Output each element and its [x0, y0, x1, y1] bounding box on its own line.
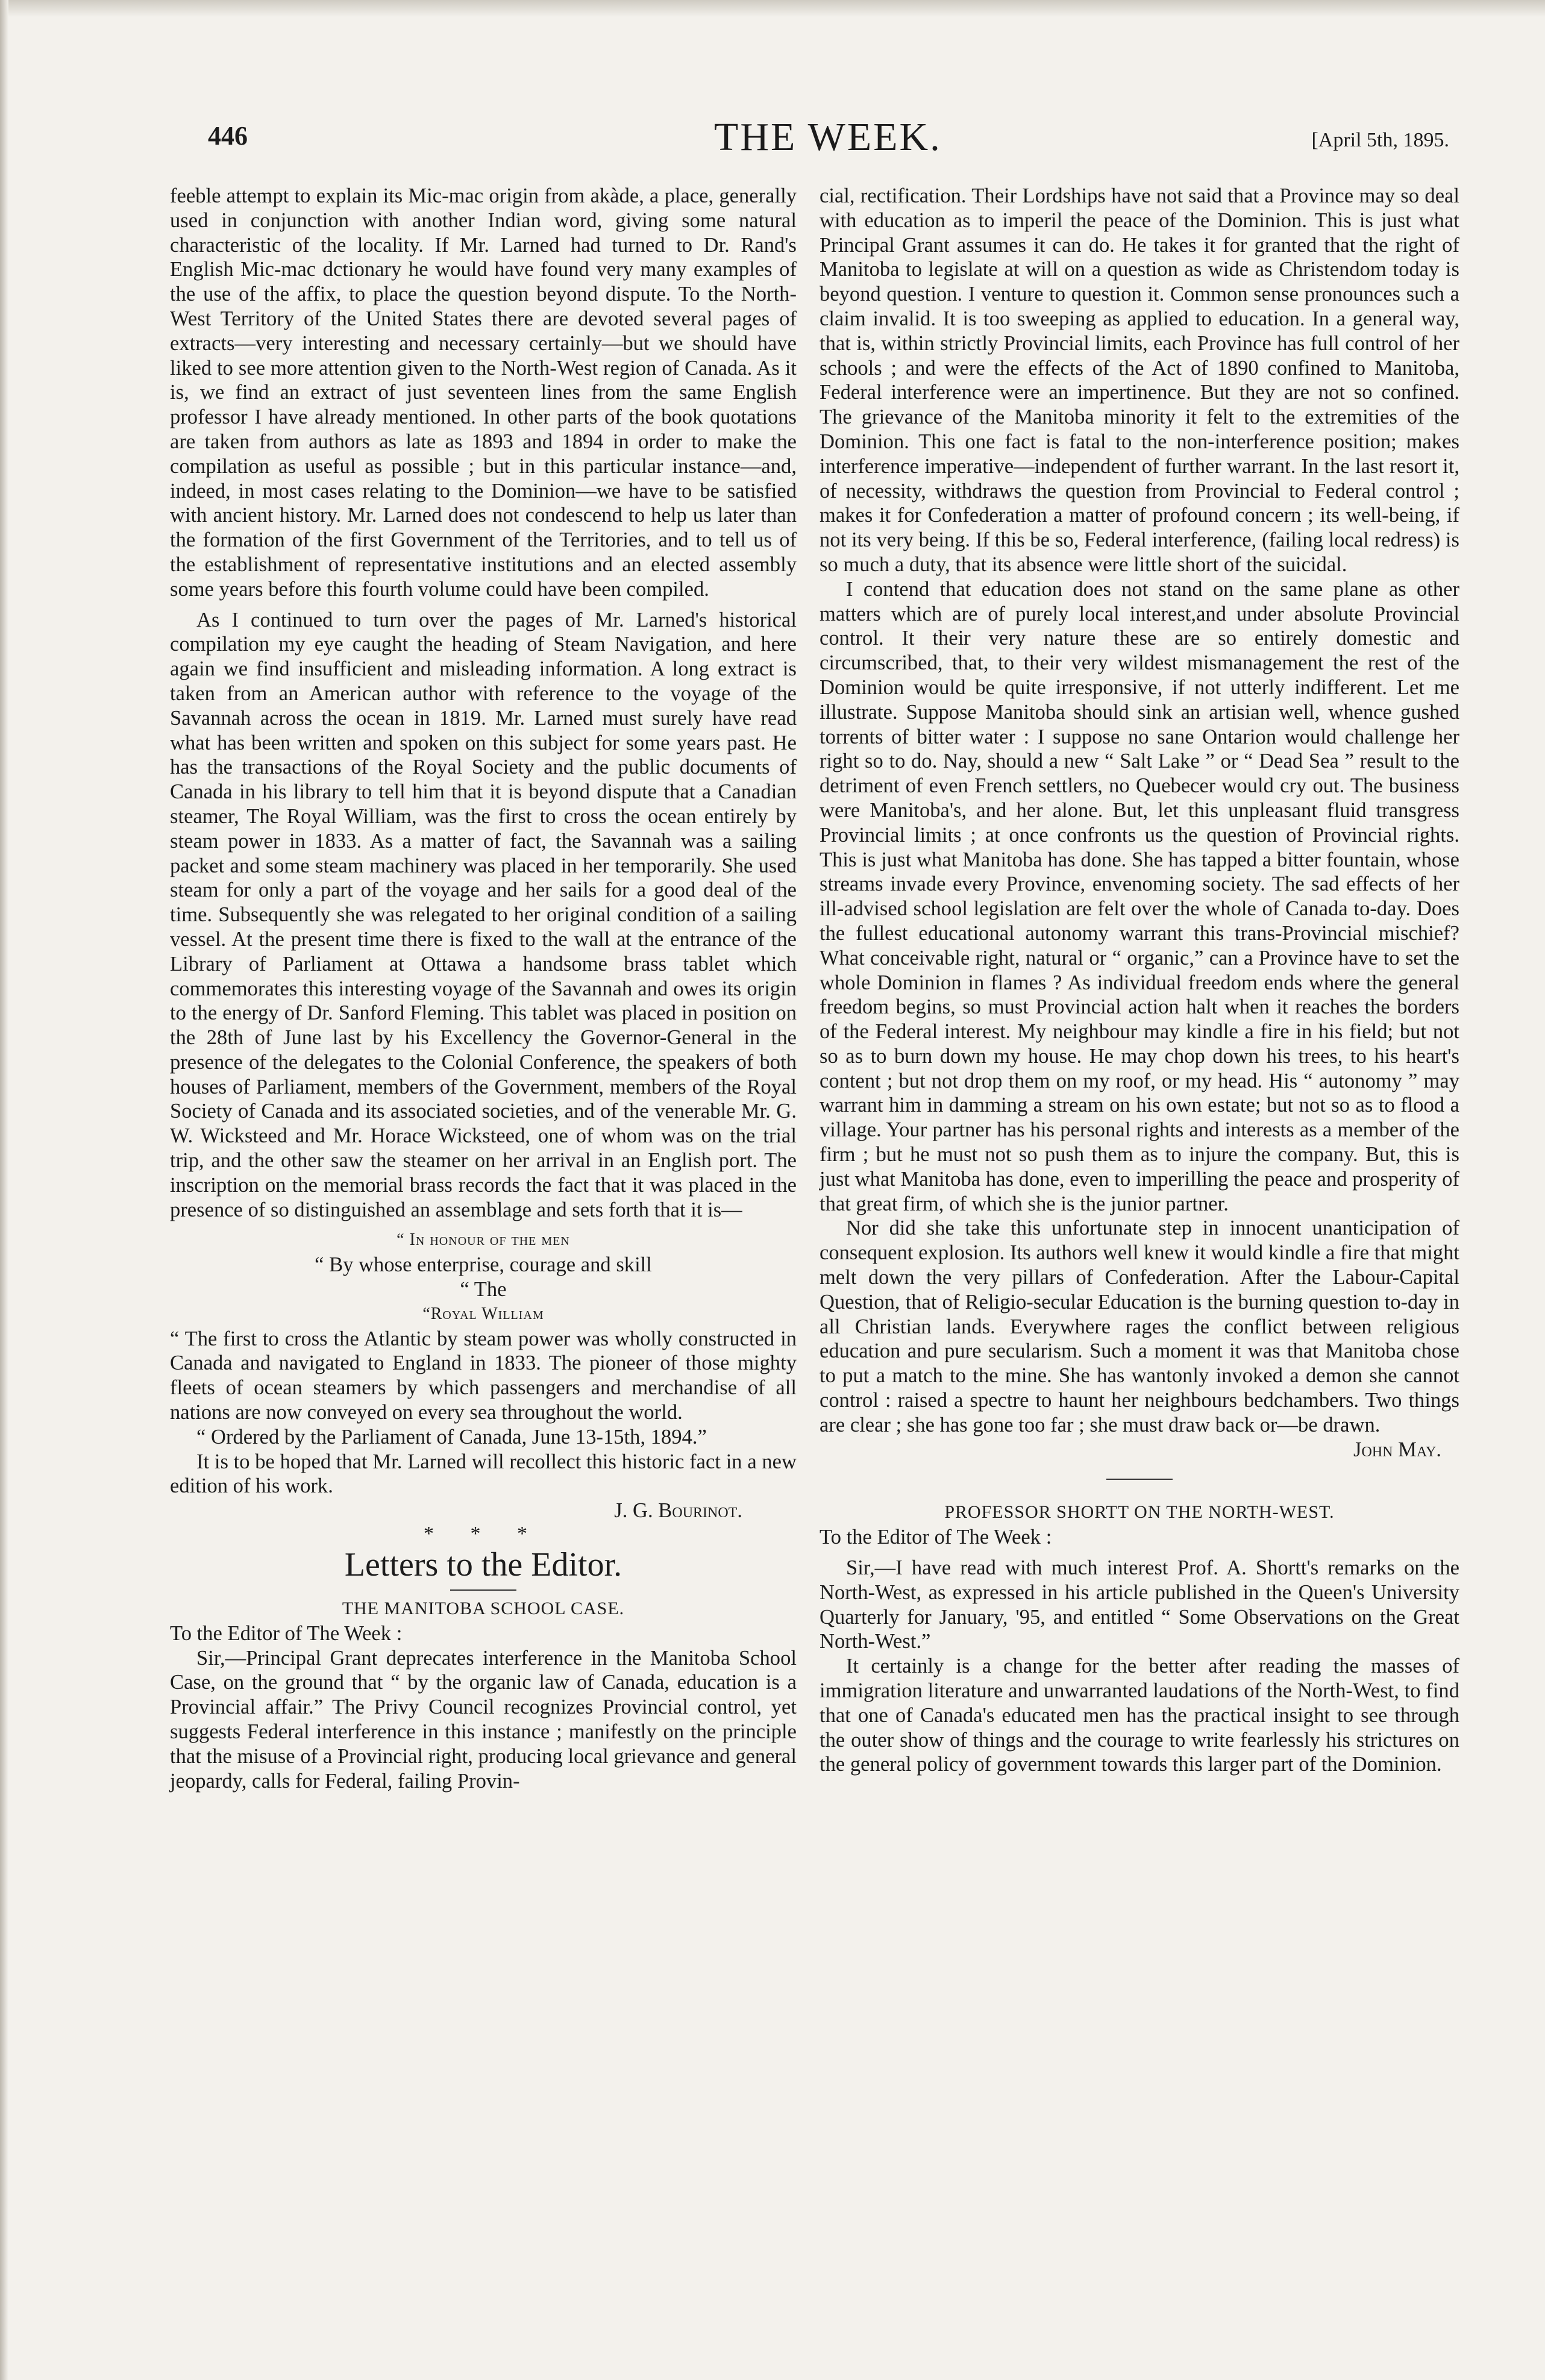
- inscription-line: “Royal William: [422, 1304, 544, 1323]
- salutation-line: To the Editor of The Week :: [170, 1621, 403, 1645]
- left-column: [170, 184, 797, 1793]
- paragraph: It certainly is a change for the better after reading the masses of immigration literature and unwarranted laudations of the North-West, to find that one of Canada's educated men has the practical insight to see through the outer show of things and the courage to write fearlessly his strictures on the general policy of government towards this larger part of the Dominion.: [820, 1655, 1459, 1776]
- inscription-line: “ By whose enterprise, courage and skill: [315, 1253, 652, 1277]
- inscription-line: “ Ordered by the Parliament of Canada, June 13-15th, 1894.”: [196, 1425, 707, 1448]
- paragraph: feeble attempt to explain its Mic-mac origin from akàde, a place, generally used in conjunction with another Indian word, giving some natural characteristic of the locality. If Mr. Larned had turned to Dr. Rand's English Mic-mac dctionary he would have found very many examples of the use of the affix, to place the question beyond dispute. To the North-West Territory of the United States there are devoted several pages of extracts—very interesting and necessary certainly—but we should have liked to see more attention given to the North-West region of Canada. As it is, we find an extract of just seventeen lines from the same English professor I have already mentioned. In other parts of the book quotations are taken from authors as late as 1893 and 1894 in order to make the compilation as useful as possible ; but in this particular instance—and, indeed, in most cases relating to the Dominion—we have to be satisfied with ancient history. Mr. Larned does not condescend to help us later than the formation of the first Government of the Territories, and to tell us of the establishment of representative institutions and an elected assembly some years before this fourth volume could have been compiled.: [170, 184, 797, 601]
- paragraph: cial, rectification. Their Lordships have not said that a Province may so deal with education as to imperil the peace of the Dominion. This is just what Principal Grant assumes it can do. He takes it for granted that the right of Manitoba to legislate at will on a question as wide as Christendom today is beyond question. I venture to question it. Common sense pronounces such a claim invalid. It is too sweeping as applied to education. In a general way, that is, within strictly Provincial limits, each Province has full control of her schools ; and were the effects of the Act of 1890 confined to Manitoba, Federal interference were an impertinence. But they are not so confined. The grievance of the Manitoba minority it felt to the extremities of the Dominion. This one fact is fatal to the non-interference position; makes interference imperative—independent of further warrant. In the last resort it, of necessity, withdraws the question from Provincial to Federal control ; makes it for Confederation a matter of profound concern ; its well-being, if not its very being. If this be so, Federal interference, (failing local redress) is so much a duty, that its absence were little short of the suicidal.: [820, 184, 1459, 576]
- paragraph: Nor did she take this unfortunate step in innocent unanticipation of consequent explosion. Its authors well knew it would kindle a fire that might melt down the very pillars of Confederation. After the Labour-Capital Question, that of Religio-secular Education is the burning question to-day in all Christian lands. Everywhere rages the conflict between religious education and pure secularism. Such a moment it was that Manitoba chose to put a match to the mine. She has wantonly invoked a demon she cannot control : raised a spectre to haunt her neighbours bedchambers. Two things are clear ; she has gone too far ; she must draw back or—be drawn.: [820, 1217, 1459, 1436]
- section-heading: Letters to the Editor.: [344, 1546, 622, 1584]
- section-divider: * * *: [424, 1523, 543, 1545]
- letter-title: THE MANITOBA SCHOOL CASE.: [342, 1599, 625, 1619]
- section-rule: [1106, 1479, 1173, 1480]
- salutation-line: To the Editor of The Week :: [820, 1526, 1052, 1549]
- page-number: 446: [208, 121, 248, 151]
- paragraph: Sir,—Principal Grant deprecates interference in the Manitoba School Case, on the ground that “ by the organic law of Canada, education is a Provincial affair.” The Privy Council recognizes Provincial control, yet suggests Federal interference in this instance ; manifestly on the principle that the misuse of a Provincial right, producing local grievance and general jeopardy, calls for Federal, failing Provin-: [170, 1646, 797, 1793]
- heading-rule: [450, 1589, 516, 1591]
- issue-date: [April 5th, 1895.: [1311, 129, 1449, 151]
- paragraph: I contend that education does not stand on the same plane as other matters which are of purely local interest,and under absolute Provincial control. It their very nature these are so entirely domestic and circumscribed, that, to their very wildest mismanagement the rest of the Dominion would be quite irresponsive, if not utterly indifferent. Let me illustrate. Suppose Manitoba should sink an artisian well, whence gushed torrents of bitter water : I suppose no sane Ontarion would challenge her right so to do. Nay, should a new “ Salt Lake ” or “ Dead Sea ” result to the detriment of even French settlers, no Quebecer would cry out. The business were Manitoba's, and her alone. But, let this unpleasant fluid transgress Provincial limits ; at once confronts us the question of Provincial rights. This is just what Manitoba has done. She has tapped a bitter fountain, whose streams invade every Province, envenoming society. The sad effects of her ill-advised school legislation are felt over the whole of Canada to-day. Does the fullest educational autonomy warrant this trans-Provincial mischief? What conceivable right, natural or “ organic,” can a Province have to set the whole Dominion in flames ? As individual freedom ends where the general freedom begins, so must Provincial action halt when it reaches the borders of the Federal interest. My neighbour may kindle a fire in his field; but not so as to burn down my house. He may chop down his trees, to his heart's content ; but not drop them on my roof, or my head. His “ autonomy ” may warrant him in damming a stream on his own estate; but not so as to flood a village. Your partner has his personal rights and interests as a member of the firm ; but he must not so push them as to injure the company. But, this is just what Manitoba has done, even to imperilling the peace and prosperity of that great firm, of which she is the junior partner.: [820, 577, 1459, 1215]
- inscription-line: “ In honour of the men: [396, 1230, 570, 1250]
- letter-title: PROFESSOR SHORTT ON THE NORTH-WEST.: [944, 1502, 1335, 1523]
- author-signature: [820, 1438, 1459, 1462]
- masthead-title: THE WEEK.: [714, 115, 942, 159]
- author-signature: J. G. Bourinot.: [614, 1499, 742, 1523]
- paragraph: Sir,—I have read with much interest Prof. A. Shortt's remarks on the North-West, as expressed in his article published in the Queen's University Quarterly for January, '95, and entitled “ Some Observations on the Great North-West.”: [820, 1556, 1459, 1653]
- paragraph: As I continued to turn over the pages of Mr. Larned's historical compilation my eye caught the heading of Steam Navigation, and here again we find insufficient and misleading information. A long extract is taken from an American author with reference to the voyage of the Savannah across the ocean in 1819. Mr. Larned must surely have read what has been written and spoken on this subject for some years past. He has the transactions of the Royal Society and the public documents of Canada in his library to tell him that it is beyond dispute that a Canadian steamer, The Royal William, was the first to cross the ocean entirely by steam power in 1833. As a matter of fact, the Savannah was a sailing packet and some steam machinery was placed in her temporarily. She used steam for only a part of the voyage and her sails for a good deal of the time. Subsequently she was relegated to her original condition of a sailing vessel. At the present time there is fixed to the wall at the entrance of the Library of Parliament at Ottawa a handsome brass tablet which commemorates this interesting voyage of the Savannah and owes its origin to the energy of Dr. Sanford Fleming. This tablet was placed in position on the 28th of June last by his Excellency the Governor-General in the presence of the delegates to the Colonial Conference, the speakers of both houses of Parliament, members of the Government, members of the Royal Society of Canada and its associated societies, and of the venerable Mr. G. W. Wicksteed and Mr. Horace Wicksteed, one of whom was on the trial trip, and the other saw the steamer on her arrival in an English port. The inscription on the memorial brass records the fact that it was placed in the presence of so distinguished an assemblage and sets forth that it is—: [170, 608, 797, 1221]
- page-top-edge: [0, 0, 1545, 17]
- page-left-edge: [0, 0, 8, 2380]
- inscription-text: “ The first to cross the Atlantic by steam power was wholly constructed in Canada and navigated to England in 1833. The pioneer of those mighty fleets of ocean steamers by which passengers and merchandise of all nations are now conveyed on every sea throughout the world.: [170, 1327, 797, 1424]
- inscription-line: “ The: [460, 1278, 507, 1301]
- author-name: John May.: [1353, 1438, 1441, 1461]
- right-column: [820, 184, 1459, 1777]
- page-header: [208, 115, 1449, 169]
- paragraph: It is to be hoped that Mr. Larned will recollect this historic fact in a new edition of his work.: [170, 1450, 797, 1498]
